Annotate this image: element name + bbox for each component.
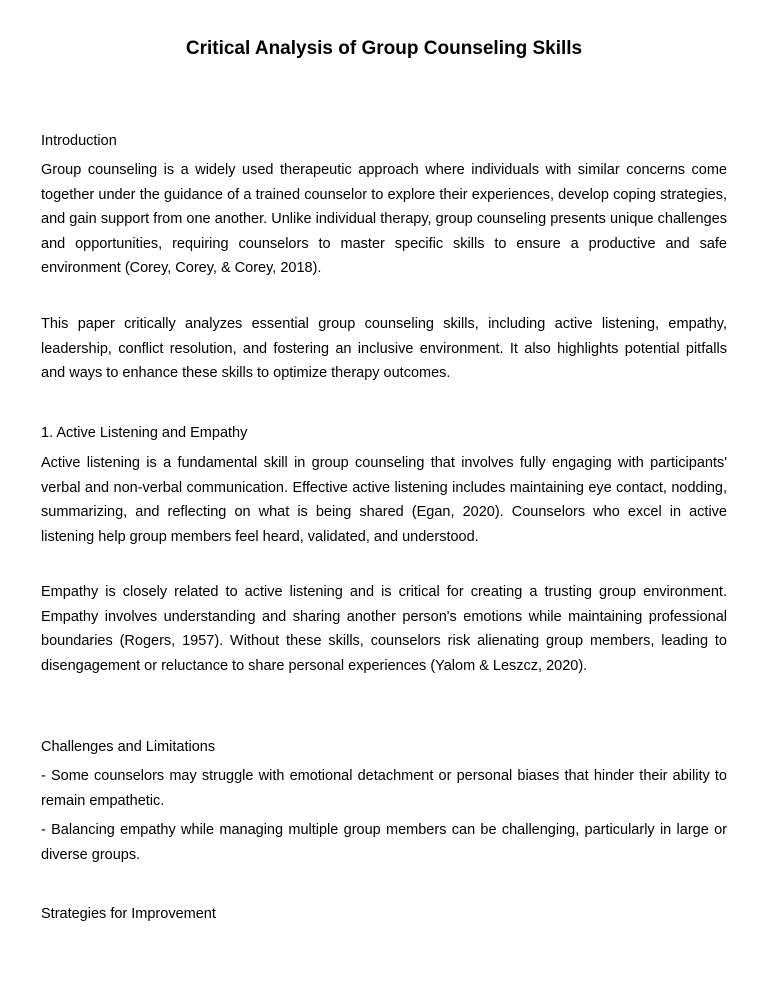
challenges-heading: Challenges and Limitations (41, 739, 216, 755)
page-title: Critical Analysis of Group Counseling Skills (185, 38, 583, 59)
challenges-item-2: - Balancing empathy while managing multiple group members can be challenging, particularly in large or diverse groups. (41, 822, 727, 863)
intro-paragraph-2: This paper critically analyzes essential group counseling skills, including active listening, empathy, leadership, conflict resolution, and fostering an inclusive environment. It also highlights potential pitfalls and ways to enhance these skills to optimize therapy outcomes. (41, 316, 727, 381)
challenges-item-1: - Some counselors may struggle with emotional detachment or personal biases that hinder their ability to remain empathetic. (41, 768, 727, 809)
section1-paragraph-2: Empathy is closely related to active listening and is critical for creating a trusting group environment. Empathy involves understanding and sharing another person's emotions while maintaining professional boundaries (Rogers, 1957). Without these skills, counselors risk alienating group members, leading to disengagement or reluctance to share personal experiences (Yalom & Leszcz, 2020). (41, 584, 727, 674)
intro-paragraph-1: Group counseling is a widely used therapeutic approach where individuals with similar concerns come together under the guidance of a trained counselor to explore their experiences, develop coping strategies, and gain support from one another. Unlike individual therapy, group counseling presents unique challenges and opportunities, requiring counselors to master specific skills to ensure a productive and safe environment (Corey, Corey, & Corey, 2018). (41, 162, 727, 276)
intro-heading: Introduction (41, 133, 117, 149)
section1-heading: 1. Active Listening and Empathy (41, 425, 248, 441)
strategies-heading: Strategies for Improvement (41, 906, 216, 922)
section1-paragraph-1: Active listening is a fundamental skill in group counseling that involves fully engaging with participants' verbal and non-verbal communication. Effective active listening includes maintaining eye contact, nodding, summarizing, and reflecting on what is being shared (Egan, 2020). Counselors who excel in active listening help group members feel heard, validated, and understood. (41, 455, 727, 545)
